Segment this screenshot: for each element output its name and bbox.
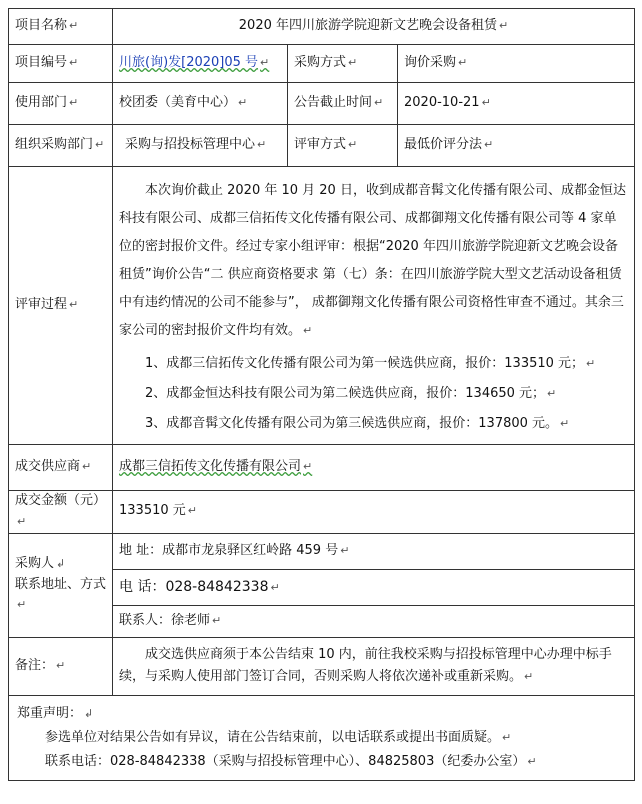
row-department [9, 83, 635, 125]
value-review: 最低价评分法 ↵ [398, 125, 635, 167]
notice-title: 郑重声明： ↲ [17, 702, 626, 726]
value-org-dept: 采购与招投标管理中心 ↵ [113, 125, 288, 167]
label-project-name: 项目名称 ↵ [9, 9, 113, 45]
row-process [9, 167, 635, 445]
procurement-result-document [8, 8, 634, 781]
candidate-item: 3、成都音髯文化传播有限公司为第三候选供应商，报价：137800 元。 ↵ [119, 409, 628, 439]
notice-line: 参选单位对结果公告如有异议，请在公告结束前，以电话联系或提出书面质疑。 ↵ [17, 726, 626, 750]
value-deadline: 2020-10-21 ↵ [398, 83, 635, 125]
label-contact: 采购人 ↲ 联系地址、方式 ↵ [9, 533, 113, 637]
label-project-no: 项目编号 ↵ [9, 45, 113, 83]
result-table [8, 8, 635, 781]
value-remarks: 成交选供应商须于本公告结束 10 内，前往我校采购与招投标管理中心办理中标手续，与采购人使用部门签订合同，否则采购人将依次递补或重新采购。 ↵ [113, 637, 635, 695]
label-supplier: 成交供应商 ↵ [9, 445, 113, 491]
notice-block [9, 695, 635, 780]
value-person: 联系人：徐老师 ↵ [113, 605, 635, 637]
row-org-dept [9, 125, 635, 167]
label-review: 评审方式 ↵ [288, 125, 398, 167]
label-department: 使用部门 ↵ [9, 83, 113, 125]
row-remarks [9, 637, 635, 695]
label-org-dept: 组织采购部门 ↵ [9, 125, 113, 167]
row-amount [9, 491, 635, 534]
value-method: 询价采购 ↵ [398, 45, 635, 83]
row-project-no [9, 45, 635, 83]
value-supplier: 成都三信拓传文化传播有限公司 ↵ [113, 445, 635, 491]
label-method: 采购方式 ↵ [288, 45, 398, 83]
label-deadline: 公告截止时间 ↵ [288, 83, 398, 125]
row-notice [9, 695, 635, 780]
value-department: 校团委（美育中心） ↵ [113, 83, 288, 125]
row-project-name [9, 9, 635, 45]
value-phone: 电 话：028-84842338 ↵ [113, 569, 635, 605]
value-project-name: 2020 年四川旅游学院迎新文艺晚会设备租赁 ↵ [113, 9, 635, 45]
value-amount: 133510 元 ↵ [113, 491, 635, 534]
label-process: 评审过程 ↵ [9, 167, 113, 445]
row-supplier [9, 445, 635, 491]
value-address: 地 址：成都市龙泉驿区红岭路 459 号 ↵ [113, 533, 635, 569]
value-project-no: 川旅(询)发[2020]05 号 ↵ [113, 45, 288, 83]
label-amount: 成交金额（元） ↵ [9, 491, 113, 534]
notice-line: 联系电话：028-84842338（采购与招投标管理中心）、84825803（纪委办公室） ↵ [17, 750, 626, 774]
value-process [113, 167, 635, 445]
candidate-item: 2、成都金恒达科技有限公司为第二候选供应商，报价：134650 元； ↵ [119, 379, 628, 409]
label-remarks: 备注： ↵ [9, 637, 113, 695]
row-contact-address [9, 533, 635, 569]
process-paragraph: 本次询价截止 2020 年 10 月 20 日，收到成都音髯文化传播有限公司、成都金恒达科技有限公司、成都三信拓传文化传播有限公司、成都御翔文化传播有限公司等 4 家单位的密封报价文件。经过专家小组评审：根据“2020 年四川旅游学院迎新文艺晚会设备租赁”询价公告“二 供应商资格要求 第（七）条：在四川旅游学院大型文艺活动设备租赁中有违约情况的公司不能参与”， 成都御翔文化传播有限公司资格性审查不通过。其余三家公司的密封报价文件均有效。 ↵ [119, 173, 628, 349]
candidate-item: 1、成都三信拓传文化传播有限公司为第一候选供应商，报价：133510 元； ↵ [119, 349, 628, 379]
